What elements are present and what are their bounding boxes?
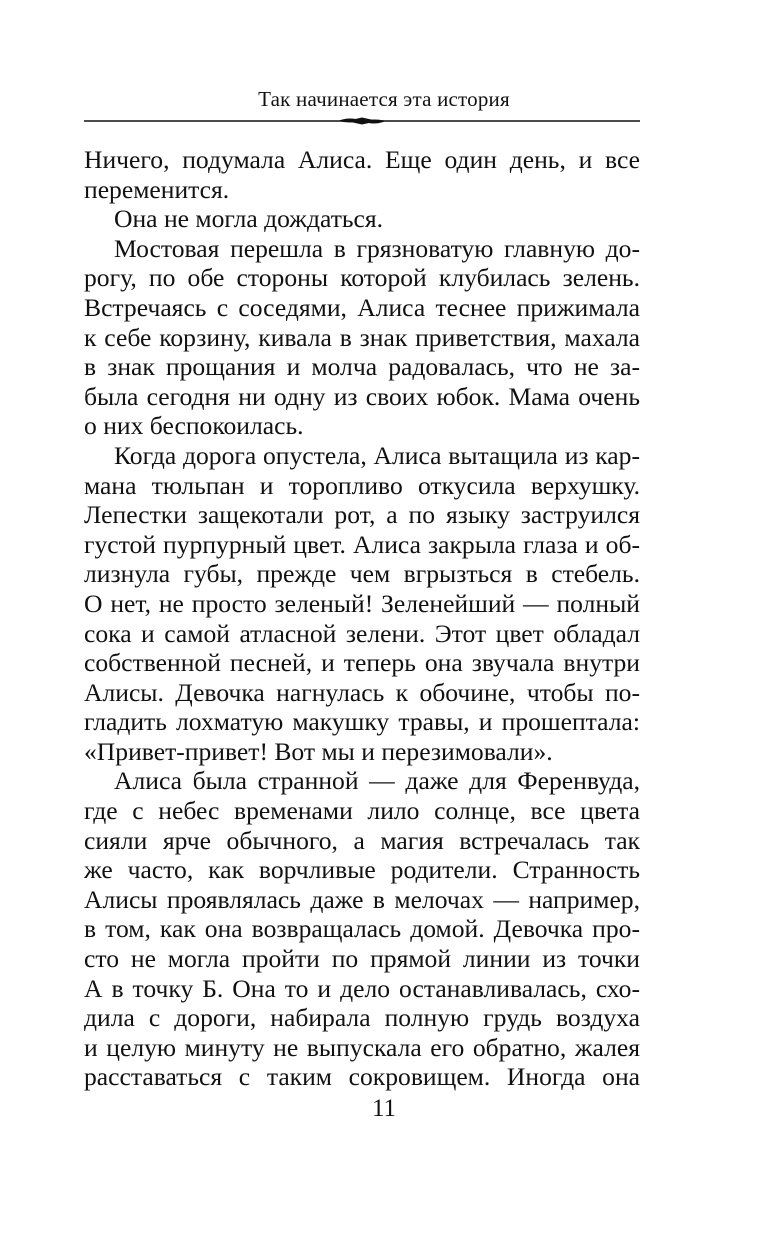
text-line: Мостовая перешла в грязноватую главную до- (114, 233, 640, 263)
text-line: «Привет-привет! Вот мы и перезимовали». (84, 736, 553, 766)
text-line: гладить лохматую макушку травы, и прошептала: (84, 707, 640, 737)
text-line: Алисы. Девочка нагнулась к обочине, чтобы по- (84, 677, 640, 707)
text-line: дила с дороги, набирала полную грудь воздуха (84, 1003, 640, 1033)
text-line: сто не могла пройти по прямой линии из точки (84, 944, 640, 974)
header-ornament-rule (84, 117, 640, 125)
text-line: мана тюльпан и торопливо откусила верхушку. (84, 470, 640, 500)
page-number: 11 (371, 1095, 397, 1122)
text-line: в знак прощания и молча радовалась, что не за- (84, 352, 640, 382)
text-line: в том, как она возвращалась домой. Девочка про- (84, 914, 640, 944)
text-line: Алиса была странной — даже для Ференвуда, (114, 766, 640, 796)
text-line: Встречаясь с соседями, Алиса теснее прижимала (84, 292, 640, 322)
text-line: собственной песней, и теперь она звучала внутри (84, 648, 640, 678)
text-line: расставаться с таким сокровищем. Иногда она (84, 1062, 640, 1092)
text-line: Лепестки защекотали рот, а по языку заструился (84, 500, 640, 530)
ornament-divider-icon (84, 117, 640, 125)
text-line: Когда дорога опустела, Алиса вытащила из кар- (114, 440, 640, 470)
text-line: сока и самой атласной зелени. Этот цвет обладал (84, 618, 640, 648)
text-line: же часто, как ворчливые родители. Странность (84, 855, 640, 885)
text-line: Алисы проявлялась даже в мелочах — например, (84, 884, 640, 914)
text-line: Ничего, подумала Алиса. Еще один день, и все (84, 145, 640, 174)
running-head-title: Так начинается эта история (258, 87, 510, 111)
text-line: лизнула губы, прежде чем вгрызться в стебель. (84, 559, 640, 589)
text-line: и целую минуту не выпускала его обратно, жалея (84, 1032, 640, 1062)
text-line: О нет, не просто зеленый! Зеленейший — полный (84, 588, 640, 618)
text-line: к себе корзину, кивала в знак приветствия, махала (84, 322, 640, 352)
text-line: была сегодня ни одну из своих юбок. Мама очень (84, 381, 640, 411)
page-body-text (84, 145, 640, 1092)
text-line: о них беспокоилась. (84, 411, 304, 441)
text-line: сияли ярче обычного, а магия встречалась так (84, 825, 640, 855)
text-line: где с небес временами лило солнце, все цвета (84, 796, 640, 826)
text-line: рогу, по обе стороны которой клубилась зелень. (84, 263, 640, 293)
text-line: Она не могла дождаться. (114, 204, 384, 234)
text-line: А в точку Б. Она то и дело останавливалась, схо- (84, 973, 640, 1003)
text-line: переменится. (84, 174, 230, 204)
text-line: густой пурпурный цвет. Алиса закрыла глаза и об- (84, 529, 640, 559)
